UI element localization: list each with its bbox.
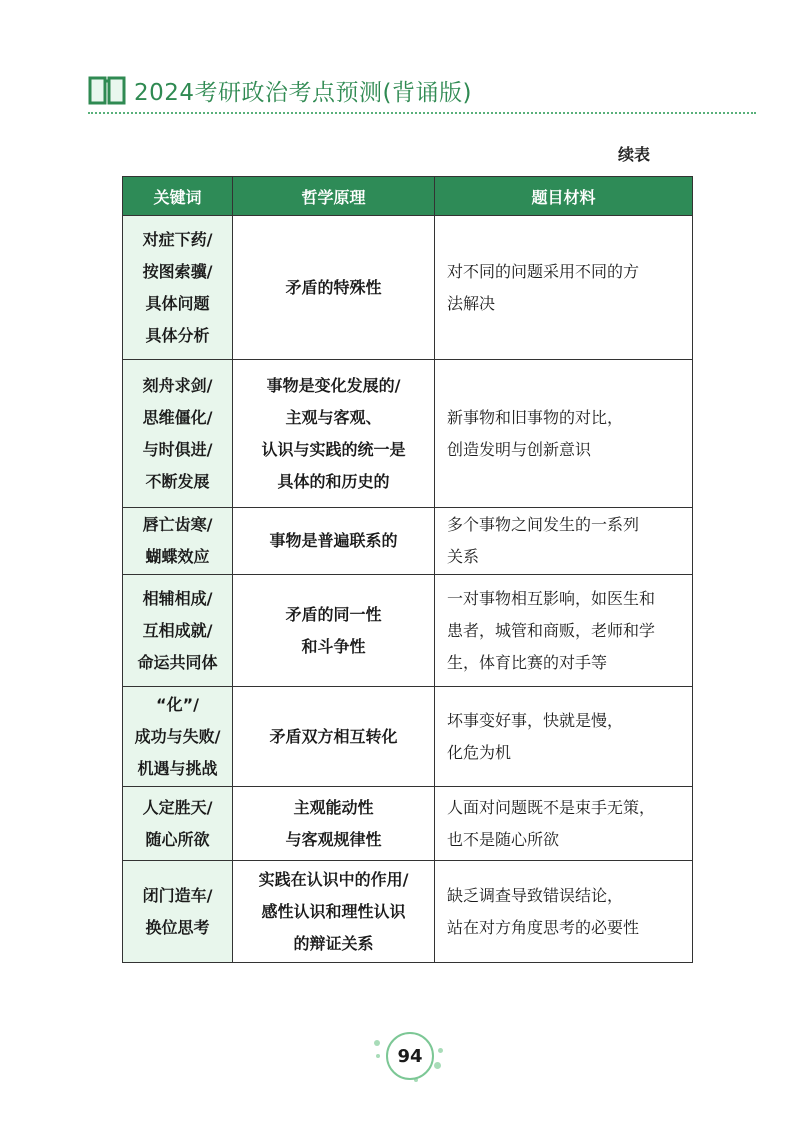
philosophy-table	[122, 176, 693, 963]
principle-line: 认识与实践的统一是	[261, 439, 406, 459]
keywords-line: 不断发展	[145, 471, 210, 491]
keywords-line: 机遇与挑战	[137, 758, 218, 778]
keywords-line: 按图索骥/	[142, 261, 213, 281]
material-line: 生，体育比赛的对手等	[447, 652, 608, 672]
keywords-cell	[123, 687, 233, 787]
keywords-line: 对症下药/	[142, 229, 213, 249]
page-number: 94	[386, 1032, 434, 1080]
material-line: 缺乏调查导致错误结论，	[447, 885, 624, 905]
continued-label: 续表	[618, 145, 651, 164]
header-keywords: 关键词	[123, 177, 233, 216]
keywords-cell	[123, 360, 233, 508]
material-cell	[435, 216, 693, 360]
material-line: 关系	[447, 547, 480, 566]
material-line: 对不同的问题采用不同的方	[447, 261, 640, 281]
keywords-line: 互相成就/	[142, 620, 213, 640]
material-cell	[435, 861, 693, 963]
principle-line: 的辩证关系	[293, 933, 374, 953]
page-header	[88, 68, 472, 112]
keywords-line: 命运共同体	[137, 652, 218, 672]
keywords-cell	[123, 575, 233, 687]
principle-cell	[233, 360, 435, 508]
decor-dot	[434, 1062, 441, 1069]
keywords-line: 与时俱进/	[142, 439, 213, 459]
principle-line: 矛盾的同一性	[285, 604, 382, 624]
material-line: 坏事变好事，快就是慢，	[447, 710, 624, 730]
principle-line: 与客观规律性	[285, 829, 382, 849]
page-number-badge	[374, 1028, 446, 1084]
keywords-line: 闭门造车/	[142, 885, 213, 905]
material-line: 法解决	[447, 293, 496, 313]
table-row	[123, 360, 693, 508]
material-line: 站在对方角度思考的必要性	[447, 917, 640, 937]
keywords-line: 蝴蝶效应	[145, 547, 210, 566]
principle-line: 事物是普遍联系的	[269, 531, 398, 550]
material-line: 患者，城管和商贩，老师和学	[447, 620, 656, 640]
keywords-line: 具体分析	[145, 325, 210, 345]
principle-line: 和斗争性	[301, 636, 366, 656]
keywords-cell	[123, 508, 233, 575]
material-cell	[435, 575, 693, 687]
principle-cell	[233, 508, 435, 575]
keywords-cell	[123, 787, 233, 861]
decor-dot	[438, 1048, 443, 1053]
header-principle: 哲学原理	[233, 177, 435, 216]
principle-line: 矛盾双方相互转化	[269, 726, 398, 746]
principle-cell	[233, 687, 435, 787]
keywords-line: 相辅相成/	[142, 588, 213, 608]
keywords-line: 随心所欲	[145, 829, 210, 849]
principle-cell	[233, 861, 435, 963]
principle-line: 具体的和历史的	[277, 471, 390, 491]
principle-line: 实践在认识中的作用/	[258, 869, 409, 889]
principle-line: 感性认识和理性认识	[261, 901, 406, 921]
keywords-line: 具体问题	[145, 293, 210, 313]
open-book-icon	[88, 73, 126, 107]
material-cell	[435, 508, 693, 575]
decor-dot	[376, 1054, 380, 1058]
material-cell	[435, 360, 693, 508]
keywords-line: 唇亡齿寒/	[142, 515, 213, 534]
header-title: 2024考研政治考点预测(背诵版)	[134, 79, 472, 106]
principle-line: 事物是变化发展的/	[266, 375, 401, 395]
material-cell	[435, 787, 693, 861]
principle-cell	[233, 216, 435, 360]
header-material: 题目材料	[435, 177, 693, 216]
header-divider	[88, 112, 756, 114]
table-row	[123, 687, 693, 787]
keywords-line: 刻舟求剑/	[142, 375, 213, 395]
material-line: 多个事物之间发生的一系列	[447, 515, 640, 534]
table-row	[123, 575, 693, 687]
principle-line: 矛盾的特殊性	[285, 277, 382, 297]
keywords-line: 成功与失败/	[134, 726, 221, 746]
material-line: 一对事物相互影响，如医生和	[447, 588, 656, 608]
table-row	[123, 861, 693, 963]
material-line: 新事物和旧事物的对比，	[447, 407, 624, 427]
principle-cell	[233, 787, 435, 861]
keywords-line: 思维僵化/	[142, 407, 213, 427]
material-line: 化危为机	[447, 742, 512, 762]
principle-line: 主观能动性	[293, 797, 374, 817]
table-header-row	[123, 177, 693, 216]
keywords-cell	[123, 216, 233, 360]
material-cell	[435, 687, 693, 787]
keywords-line: 换位思考	[145, 917, 210, 937]
material-line: 创造发明与创新意识	[447, 439, 592, 459]
table-row	[123, 787, 693, 861]
material-line: 人面对问题既不是束手无策，	[447, 797, 656, 817]
decor-dot	[374, 1040, 380, 1046]
keywords-cell	[123, 861, 233, 963]
material-line: 也不是随心所欲	[447, 829, 560, 849]
principle-cell	[233, 575, 435, 687]
keywords-line: “化”/	[156, 694, 199, 714]
table-row	[123, 508, 693, 575]
table-row	[123, 216, 693, 360]
principle-line: 主观与客观、	[285, 407, 382, 427]
keywords-line: 人定胜天/	[142, 797, 213, 817]
